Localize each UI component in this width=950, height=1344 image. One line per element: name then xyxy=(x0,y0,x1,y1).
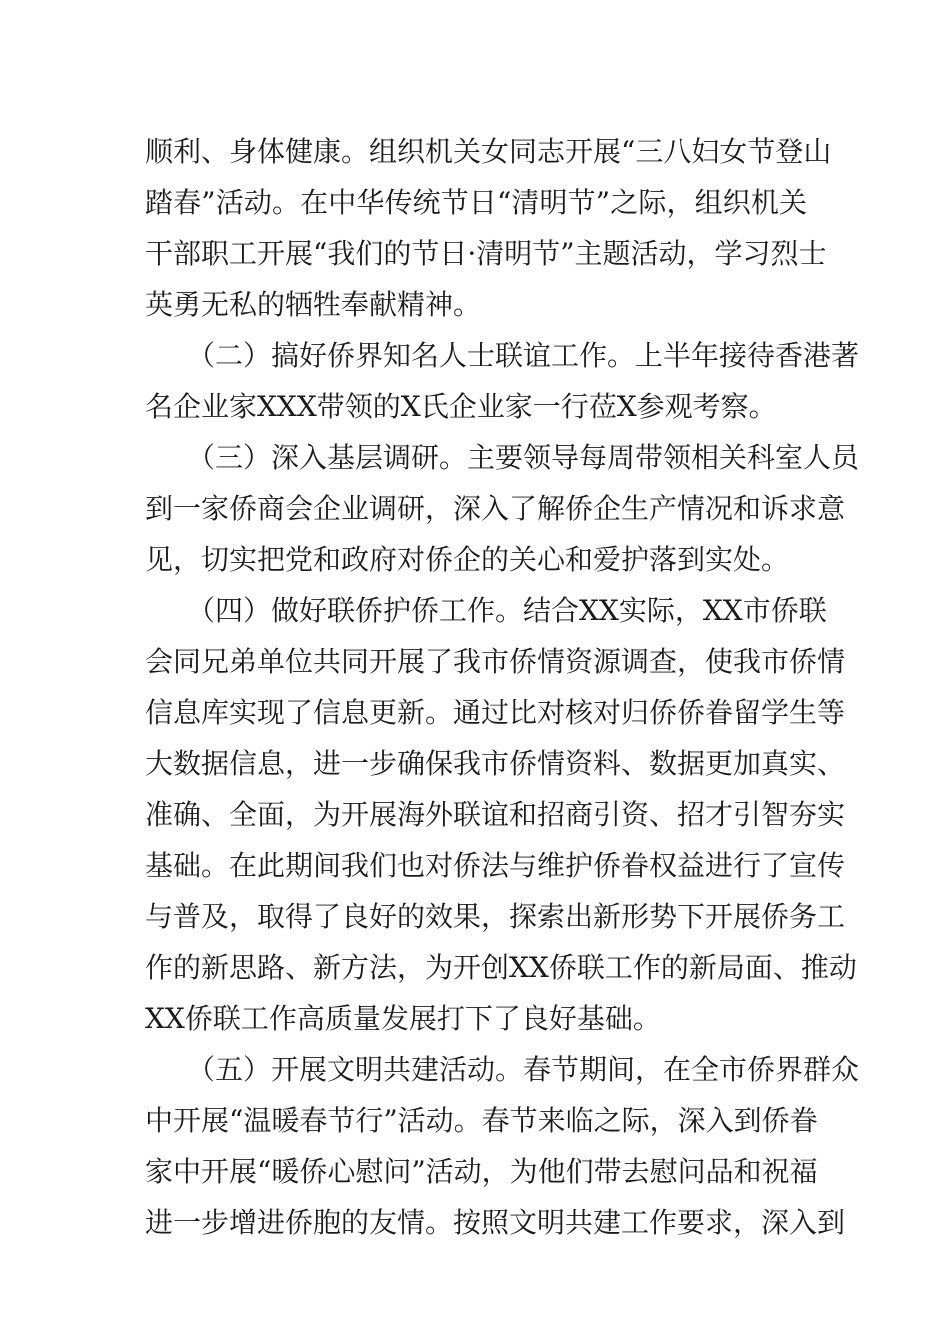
text-line: （四）做好联侨护侨工作。结合XX实际，XX市侨联 xyxy=(145,594,827,627)
text-line: 与普及，取得了良好的效果，探索出新形势下开展侨务工 xyxy=(145,900,846,933)
text-line: 名企业家XXX带领的X氏企业家一行莅X参观考察。 xyxy=(145,390,777,423)
text-line: （五）开展文明共建活动。春节期间，在全市侨界群众 xyxy=(145,1053,860,1086)
text-line: 大数据信息，进一步确保我市侨情资料、数据更加真实、 xyxy=(145,747,846,780)
text-line: 准确、全面，为开展海外联谊和招商引资、招才引智夯实 xyxy=(145,798,846,831)
text-line: （三）深入基层调研。主要领导每周带领相关科室人员 xyxy=(145,441,860,474)
text-line: 到一家侨商会企业调研，深入了解侨企生产情况和诉求意 xyxy=(145,492,846,525)
text-line: 顺利、身体健康。组织机关女同志开展“三八妇女节登山 xyxy=(145,135,832,168)
text-line: 家中开展“暖侨心慰问”活动，为他们带去慰问品和祝福 xyxy=(145,1155,818,1188)
text-line: 会同兄弟单位共同开展了我市侨情资源调查，使我市侨情 xyxy=(145,645,846,678)
text-line: 踏春”活动。在中华传统节日“清明节”之际，组织机关 xyxy=(145,186,807,219)
text-line: 进一步增进侨胞的友情。按照文明共建工作要求，深入到 xyxy=(145,1206,846,1239)
text-line: 信息库实现了信息更新。通过比对核对归侨侨眷留学生等 xyxy=(145,696,846,729)
text-line: 见，切实把党和政府对侨企的关心和爱护落到实处。 xyxy=(145,543,790,576)
text-line: 基础。在此期间我们也对侨法与维护侨眷权益进行了宣传 xyxy=(145,849,846,882)
text-line: （二）搞好侨界知名人士联谊工作。上半年接待香港著 xyxy=(145,339,860,372)
text-line: 干部职工开展“我们的节日·清明节”主题活动，学习烈士 xyxy=(145,237,827,270)
text-line: 作的新思路、新方法，为开创XX侨联工作的新局面、推动 xyxy=(145,951,857,984)
document-body xyxy=(145,126,860,1248)
text-line: 中开展“温暖春节行”活动。春节来临之际，深入到侨眷 xyxy=(145,1104,818,1137)
text-line: 英勇无私的牺牲奉献精神。 xyxy=(145,288,482,321)
text-line: XX侨联工作高质量发展打下了良好基础。 xyxy=(145,1002,661,1035)
